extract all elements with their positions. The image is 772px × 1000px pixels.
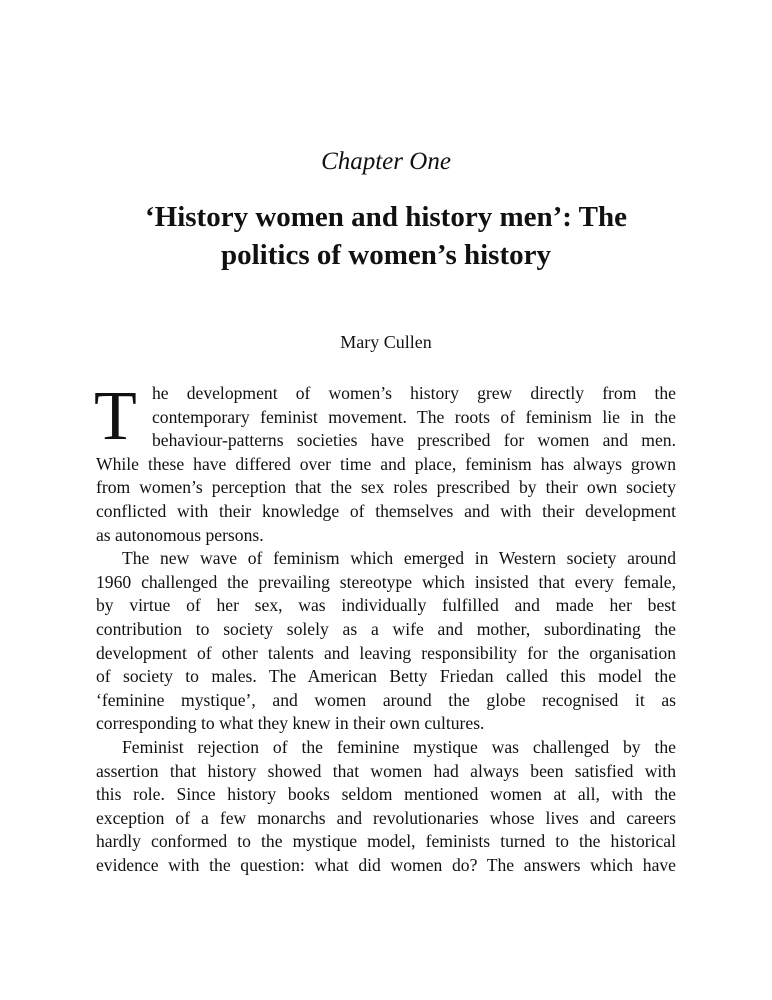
text-line: hardly conformed to the mystique model, feminists turned to the historical [96, 831, 676, 852]
text-line: as autonomous persons. [96, 524, 264, 545]
text-line: by virtue of her sex, was individually fulfilled and made her best [96, 595, 676, 616]
body-text [94, 378, 676, 877]
text-line: evidence with the question: what did women do? The answers which have [96, 854, 676, 875]
text-line: 1960 challenged the prevailing stereotype which insisted that every female, [96, 571, 676, 592]
text-line: ‘feminine mystique’, and women around the globe recognised it as [96, 689, 676, 710]
text-line: development of other talents and leaving responsibility for the organisation [96, 642, 676, 663]
text-line: behaviour-patterns societies have prescribed for women and men. [152, 430, 676, 451]
chapter-label: Chapter One [321, 148, 451, 175]
text-line: of society to males. The American Betty Friedan called this model the [96, 666, 676, 687]
chapter-title-line: politics of women’s history [221, 239, 551, 271]
chapter-title-line: ‘History women and history men’: The [145, 201, 627, 233]
paragraph-2 [96, 547, 676, 736]
drop-cap: T [94, 378, 137, 455]
text-line: he development of women’s history grew directly from the [152, 383, 676, 403]
text-line: from women’s perception that the sex roles prescribed by their own society [96, 477, 676, 498]
text-line: conflicted with their knowledge of themselves and with their development [96, 500, 676, 521]
text-line: contemporary feminist movement. The roots of feminism lie in the [152, 406, 676, 427]
chapter-title [96, 198, 676, 274]
paragraph-3 [96, 736, 676, 878]
text-line: The new wave of feminism which emerged in Western society around [122, 548, 676, 569]
text-line: exception of a few monarchs and revolutionaries whose lives and careers [96, 807, 676, 828]
author-name: Mary Cullen [340, 332, 432, 352]
text-line: Feminist rejection of the feminine mystique was challenged by the [122, 736, 676, 757]
text-line: contribution to society solely as a wife and mother, subordinating the [96, 618, 676, 639]
text-line: While these have differed over time and place, feminism has always grown [96, 453, 676, 474]
paragraph-1 [94, 378, 676, 547]
text-line: assertion that history showed that women had always been satisfied with [96, 760, 676, 781]
text-line: this role. Since history books seldom mentioned women at all, with the [96, 784, 676, 805]
text-line: corresponding to what they knew in their own cultures. [96, 713, 485, 734]
